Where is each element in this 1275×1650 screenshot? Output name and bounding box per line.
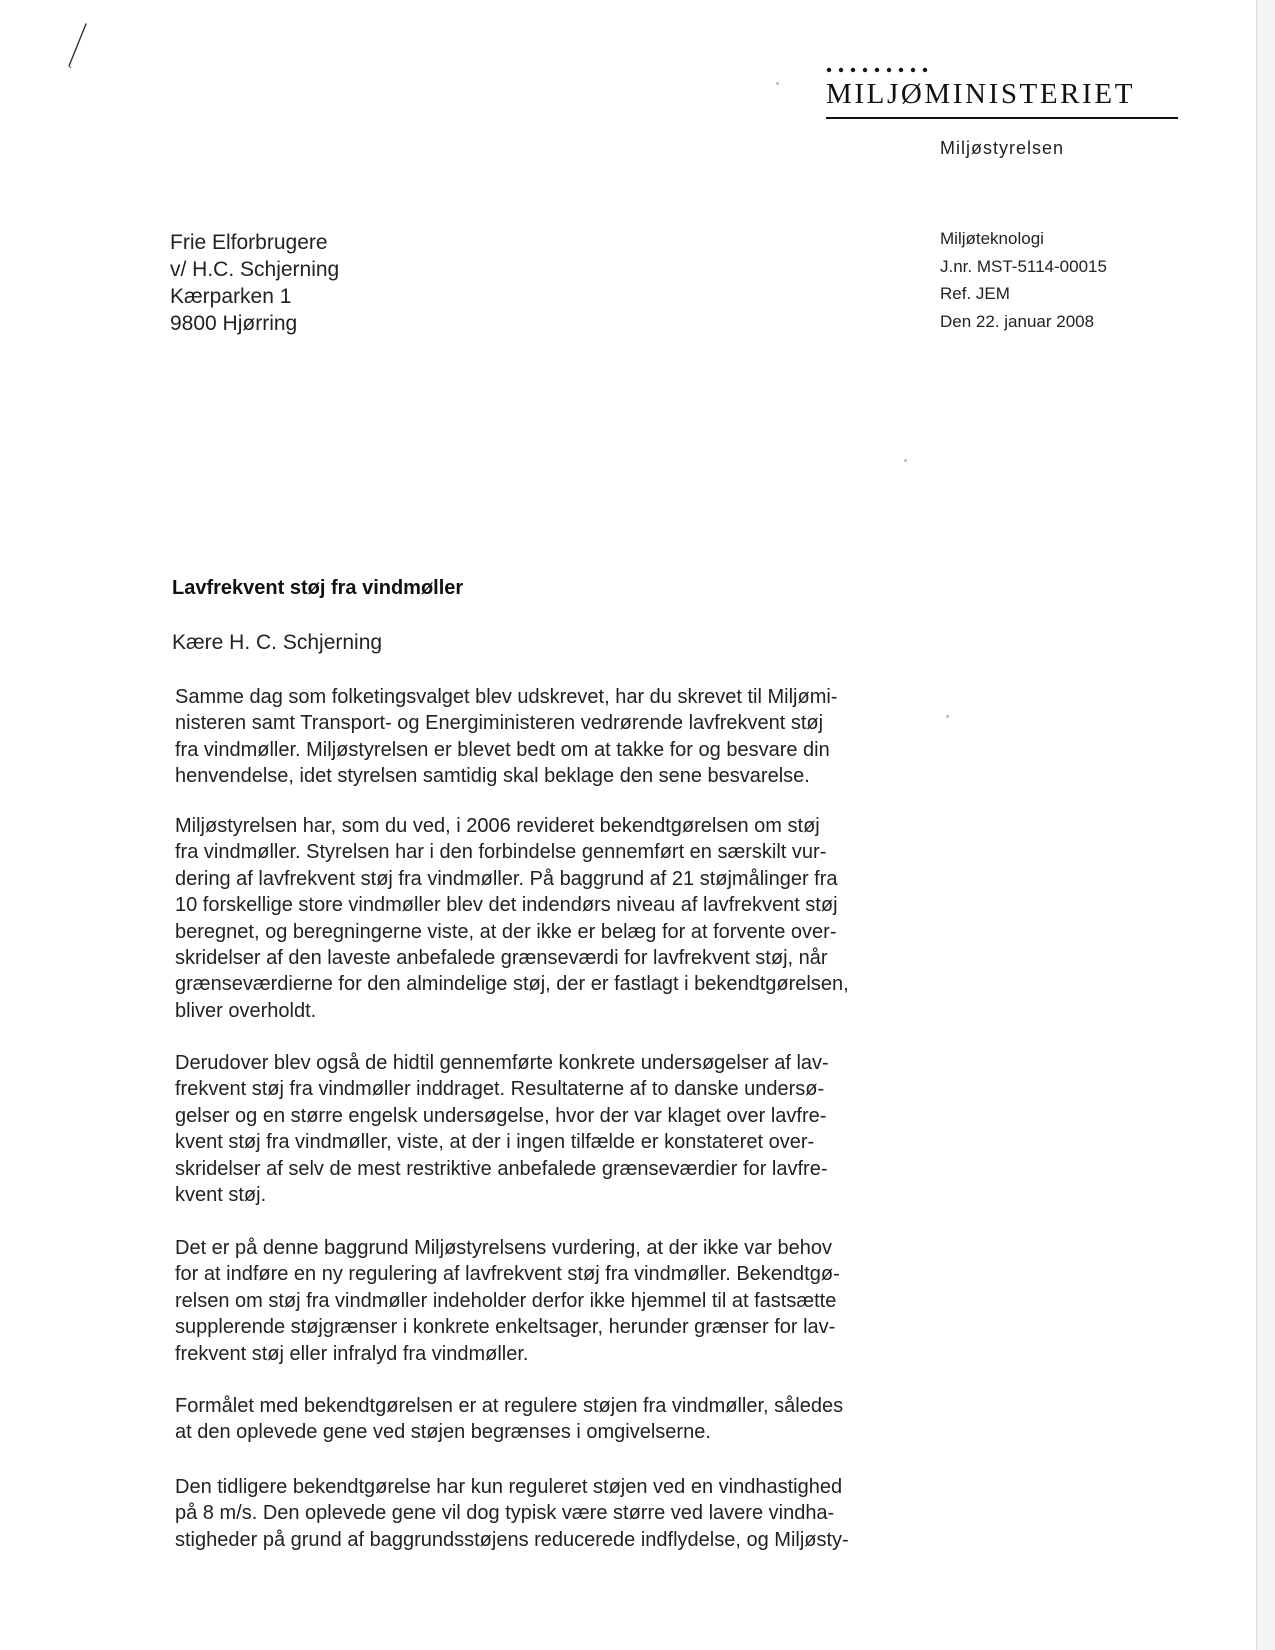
body-paragraph-2 [175,813,849,1024]
paragraph-line: på 8 m/s. Den oplevede gene vil dog typisk være større ved lavere vindha- [175,1502,835,1525]
paragraph-line: Derudover blev også de hidtil gennemførte konkrete undersøgelser af lav- [175,1052,829,1074]
paragraph-line: henvendelse, idet styrelsen samtidig skal beklage den sene besvarelse. [175,765,810,788]
paragraph-line: 10 forskellige store vindmøller blev det indendørs niveau af lavfrekvent støj [175,894,838,917]
letter-subject: Lavfrekvent støj fra vindmøller [172,577,464,599]
scan-speck [946,715,949,718]
body-paragraph-1 [175,684,837,790]
scanned-page-edge [1256,0,1275,1650]
paragraph-line: skridelser af selv de mest restriktive anbefalede grænseværdier for lavfre- [175,1157,828,1180]
paragraph-line: beregnet, og beregningerne viste, at der ikke er belæg for at forvente over- [175,920,837,943]
paragraph-line: dering af lavfrekvent støj fra vindmøller. På baggrund af 21 støjmålinger fra [175,867,838,890]
paragraph-line: grænseværdierne for den almindelige støj, der er fastlagt i bekendtgørelsen, [175,973,849,996]
scan-speck [904,459,907,462]
letter-date: Den 22. januar 2008 [940,311,1095,331]
reference-block [940,225,1107,335]
journal-number: J.nr. MST-5114-00015 [940,256,1107,276]
paragraph-line: frekvent støj fra vindmøller inddraget. Resultaterne af to danske undersø- [175,1078,825,1101]
body-paragraph-3 [175,1050,829,1208]
body-paragraph-5 [175,1393,843,1446]
body-paragraph-6 [175,1474,849,1553]
paragraph-line: at den oplevede gene ved støjen begrænses i omgivelserne. [175,1421,711,1444]
recipient-line: Frie Elforbrugere [170,231,328,254]
paragraph-line: nisteren samt Transport- og Energiministeren vedrørende lavfrekvent støj [175,712,824,735]
paragraph-line: Miljøstyrelsen har, som du ved, i 2006 revideret bekendtgørelsen om støj [175,815,820,837]
paragraph-line: Det er på denne baggrund Miljøstyrelsens vurdering, at der ikke var behov [175,1237,833,1259]
ministry-name: MILJØMINISTERIET [826,78,1136,110]
agency-name: Miljøstyrelsen [940,138,1065,158]
paragraph-line: fra vindmøller. Miljøstyrelsen er blevet bedt om at takke for og besvare din [175,738,830,761]
paragraph-line: skridelser af den laveste anbefalede grænseværdi for lavfrekvent støj, når [175,947,828,970]
reference: Ref. JEM [940,284,1010,303]
paragraph-line: gelser og en større engelsk undersøgelse, hvor der var klaget over lavfre- [175,1104,827,1127]
department: Miljøteknologi [940,229,1044,248]
scan-speck [776,82,779,85]
paragraph-line: Samme dag som folketingsvalget blev udskrevet, har du skrevet til Miljømi- [175,686,838,708]
recipient-address [170,229,339,337]
paragraph-line: for at indføre en ny regulering af lavfrekvent støj fra vindmøller. Bekendtgø- [175,1263,840,1286]
paragraph-line: supplerende støjgrænser i konkrete enkeltsager, herunder grænser for lav- [175,1316,836,1339]
paragraph-line: fra vindmøller. Styrelsen har i den forbindelse gennemført en særskilt vur- [175,841,827,864]
recipient-line: 9800 Hjørring [170,312,298,335]
logo-underline [826,117,1178,119]
paragraph-line: bliver overholdt. [175,999,317,1022]
letter-greeting: Kære H. C. Schjerning [172,631,383,654]
paragraph-line: kvent støj. [175,1184,267,1207]
recipient-line: Kærparken 1 [170,285,292,308]
pen-stroke-mark [62,22,92,70]
body-paragraph-4 [175,1235,840,1367]
paragraph-line: Den tidligere bekendtgørelse har kun reguleret støjen ved en vindhastighed [175,1476,843,1498]
paragraph-line: relsen om støj fra vindmøller indeholder derfor ikke hjemmel til at fastsætte [175,1289,837,1312]
paragraph-line: kvent støj fra vindmøller, viste, at der i ingen tilfælde er konstateret over- [175,1131,815,1154]
paragraph-line: frekvent støj eller infralyd fra vindmøller. [175,1342,529,1365]
paragraph-line: stigheder på grund af baggrundsstøjens reducerede indflydelse, og Miljøsty- [175,1528,849,1551]
recipient-line: v/ H.C. Schjerning [170,258,340,281]
paragraph-line: Formålet med bekendtgørelsen er at regulere støjen fra vindmøller, således [175,1395,844,1417]
logo-dots-decoration [826,66,946,74]
